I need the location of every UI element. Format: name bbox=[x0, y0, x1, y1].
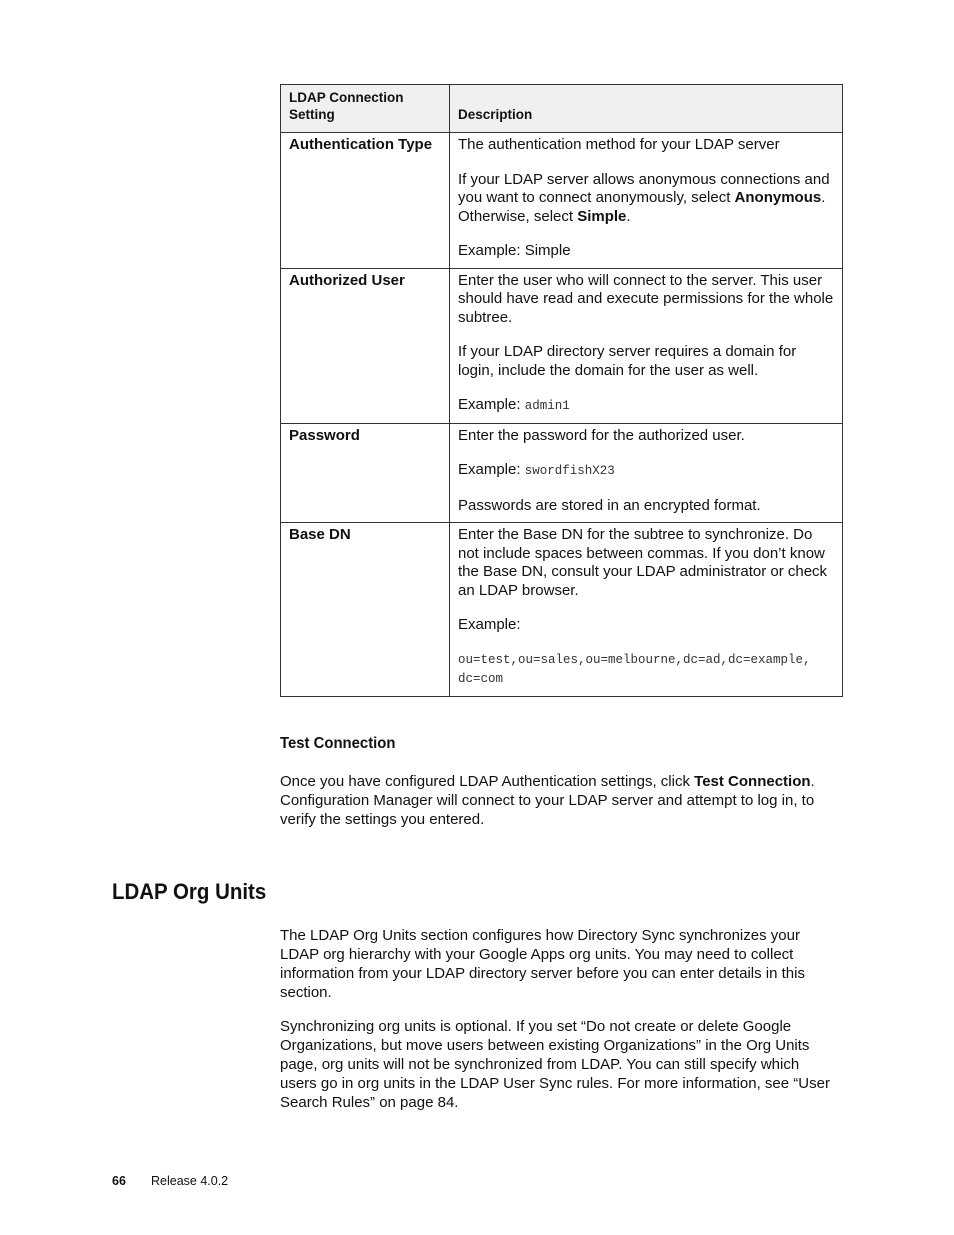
setting-name: Authentication Type bbox=[281, 133, 450, 269]
text-span: If your LDAP server allows anonymous connections and you want to connect anonymously, select bbox=[458, 170, 830, 206]
bold-term: Simple bbox=[577, 207, 627, 225]
setting-description bbox=[450, 423, 843, 523]
description-paragraph: Passwords are stored in an encrypted format. bbox=[458, 496, 761, 514]
example-code-block bbox=[458, 651, 834, 689]
setting-name: Base DN bbox=[281, 523, 450, 697]
description-example bbox=[458, 396, 834, 416]
org-units-paragraph-2: Synchronizing org units is optional. If you set “Do not create or delete Google Organizations, but move users between existing Organizations” in the Org Units page, org units will not be synchronized from LDAP. You can still specify which users go in org units in the LDAP User Sync rules. For more information, see “User Search Rules” on page 84. bbox=[280, 1018, 830, 1111]
header-setting-line1: LDAP Connection bbox=[289, 90, 404, 105]
text-span: . Otherwise, select bbox=[458, 189, 826, 225]
example-code: admin1 bbox=[524, 399, 570, 413]
table-row bbox=[281, 423, 843, 523]
header-description: Description bbox=[450, 85, 843, 133]
text-span: Once you have configured LDAP Authentication settings, click bbox=[280, 773, 695, 790]
description-paragraph: The authentication method for your LDAP server bbox=[458, 136, 780, 153]
description-paragraph: If your LDAP directory server requires a domain for login, include the domain for the user as well. bbox=[458, 343, 797, 379]
example-code: swordfishX23 bbox=[524, 464, 615, 478]
example-label: Example: bbox=[458, 461, 525, 478]
description-paragraph: Enter the password for the authorized user. bbox=[458, 426, 745, 444]
example-label: Example: bbox=[458, 396, 525, 413]
setting-description bbox=[450, 268, 843, 423]
text-span: . Configuration Manager will connect to your LDAP server and attempt to log in, to verify the settings you entered. bbox=[280, 773, 815, 828]
ldap-org-units-heading: LDAP Org Units bbox=[112, 879, 267, 904]
description-paragraph: Enter the Base DN for the subtree to synchronize. Do not include spaces between commas. If you don’t know the Base DN, consult your LDAP administrator or check an LDAP browser. bbox=[458, 526, 828, 599]
header-setting bbox=[281, 85, 450, 133]
example-code-line: ou=test,ou=sales,ou=melbourne,dc=ad,dc=example, bbox=[458, 652, 811, 667]
setting-description bbox=[450, 133, 843, 269]
description-example: Example: Simple bbox=[458, 242, 571, 259]
test-connection-paragraph bbox=[280, 772, 840, 829]
setting-description bbox=[450, 523, 843, 697]
page-number: 66 bbox=[112, 1174, 126, 1188]
table-row bbox=[281, 133, 843, 269]
table-row bbox=[281, 523, 843, 697]
org-units-paragraph-1: The LDAP Org Units section configures how Directory Sync synchronizes your LDAP org hierarchy with your Google Apps org units. You may need to collect information from your LDAP directory server before you can enter details in this section. bbox=[280, 927, 805, 1001]
setting-name: Authorized User bbox=[281, 268, 450, 423]
bold-term: Anonymous bbox=[734, 189, 822, 206]
example-code-line: dc=com bbox=[458, 671, 504, 686]
table-row bbox=[281, 268, 843, 423]
text-span: . bbox=[626, 207, 631, 225]
description-paragraph: Enter the user who will connect to the server. This user should have read and execute permissions for the whole subtree. bbox=[458, 271, 834, 326]
header-setting-line2: Setting bbox=[289, 107, 335, 122]
setting-name: Password bbox=[281, 423, 450, 523]
ldap-connection-settings-table bbox=[280, 84, 843, 697]
description-paragraph bbox=[458, 171, 834, 227]
table-header-row bbox=[281, 85, 843, 133]
bold-term: Test Connection bbox=[694, 773, 811, 790]
test-connection-heading: Test Connection bbox=[280, 735, 396, 752]
example-label: Example: bbox=[458, 616, 521, 633]
description-example bbox=[458, 461, 834, 481]
page-footer bbox=[112, 1174, 228, 1189]
release-label: Release 4.0.2 bbox=[151, 1174, 229, 1188]
